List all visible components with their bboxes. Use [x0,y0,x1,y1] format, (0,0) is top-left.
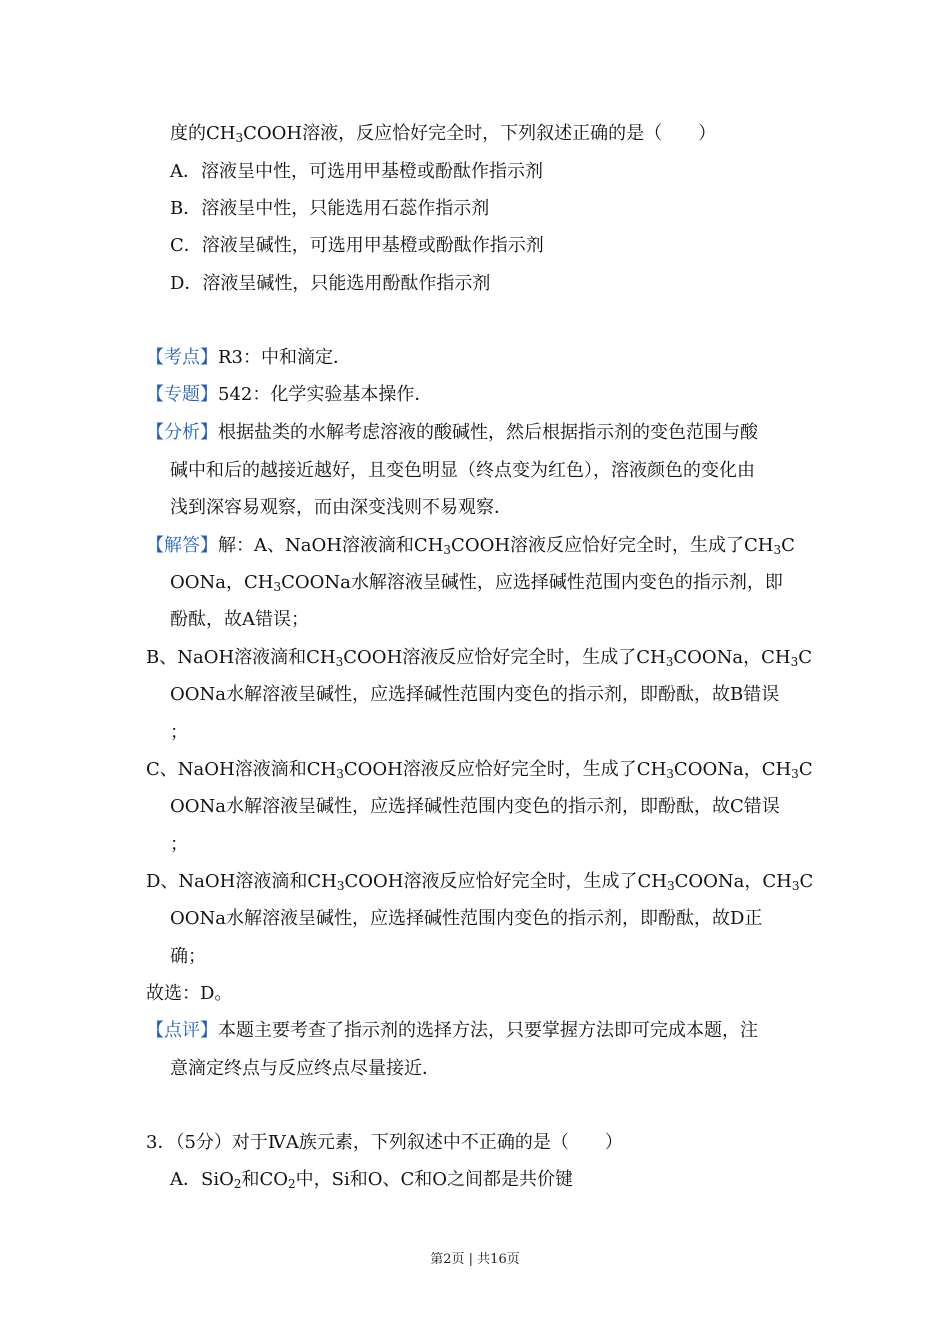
zhuanti-line: 【专题】542：化学实验基本操作． [146,384,433,405]
q3-option-a: A．SiO$_2$和$CO_2$中，Si和O、C和O之间都是共价键 [170,1169,574,1191]
answer-d-line: D、NaOH溶液滴和$CH_3COOH$溶液反应恰好完全时，生成了$CH_3COONa$，$CH_3C$ [146,871,814,893]
jieda-line: 【解答】解：A、NaOH溶液滴和$CH_3COOH$溶液反应恰好完全时，生成了$CH_3C$ [146,535,795,557]
q3-stem: 3．（5分）对于ⅣA族元素，下列叙述中不正确的是（ ） [146,1132,623,1153]
answer-b-line-2: OONa水解溶液呈碱性，应选择碱性范围内变色的指示剂，即酚酞，故B错误 [170,684,780,705]
dianping-line-2: 意滴定终点与反应终点尽量接近． [170,1058,440,1079]
kaodian-tag: 【考点】 [146,347,218,368]
answer-d-line-3: 确； [170,946,206,967]
q2-option-c: C．溶液呈碱性，可选用甲基橙或酚酞作指示剂 [170,235,544,256]
answer-c-semicolon: ； [170,834,188,855]
jieda-tag: 【解答】 [146,535,218,556]
final-answer: 故选：D。 [146,983,233,1004]
q2-option-b: B．溶液呈中性，只能选用石蕊作指示剂 [170,198,490,219]
answer-c-line-2: OONa水解溶液呈碱性，应选择碱性范围内变色的指示剂，即酚酞，故C错误 [170,796,780,817]
kaodian-line: 【考点】R3：中和滴定． [146,347,352,368]
zhuanti-tag: 【专题】 [146,384,218,405]
dianping-tag: 【点评】 [146,1020,218,1041]
answer-b-line: B、NaOH溶液滴和$CH_3COOH$溶液反应恰好完全时，生成了$CH_3COONa$，$CH_3C$ [146,647,813,669]
jieda-line-2: OONa，$CH_3COONa$水解溶液呈碱性，应选择碱性范围内变色的指示剂，即 [170,572,783,594]
dianping-line: 【点评】本题主要考查了指示剂的选择方法，只要掌握方法即可完成本题，注 [146,1020,758,1041]
page-footer: 第2页 | 共16页 [430,1252,520,1267]
answer-d-line-2: OONa水解溶液呈碱性，应选择碱性范围内变色的指示剂，即酚酞，故D正 [170,908,763,929]
q2-stem-line: 度的$CH_3COOH$溶液，反应恰好完全时，下列叙述正确的是（ ） [170,123,717,145]
jieda-line-3: 酚酞，故A错误； [170,609,309,630]
q2-option-a: A．溶液呈中性，可选用甲基橙或酚酞作指示剂 [170,161,543,182]
answer-c-line: C、NaOH溶液滴和$CH_3COOH$溶液反应恰好完全时，生成了$CH_3COONa$，$CH_3C$ [146,759,813,781]
answer-b-semicolon: ； [170,722,188,743]
q2-option-d: D．溶液呈碱性，只能选用酚酞作指示剂 [170,273,491,294]
fenxi-line-3: 浅到深容易观察，而由深变浅则不易观察． [170,497,512,518]
fenxi-line-2: 碱中和后的越接近越好，且变色明显（终点变为红色），溶液颜色的变化由 [170,460,755,481]
fenxi-tag: 【分析】 [146,422,218,443]
fenxi-line: 【分析】根据盐类的水解考虑溶液的酸碱性，然后根据指示剂的变色范围与酸 [146,422,758,443]
